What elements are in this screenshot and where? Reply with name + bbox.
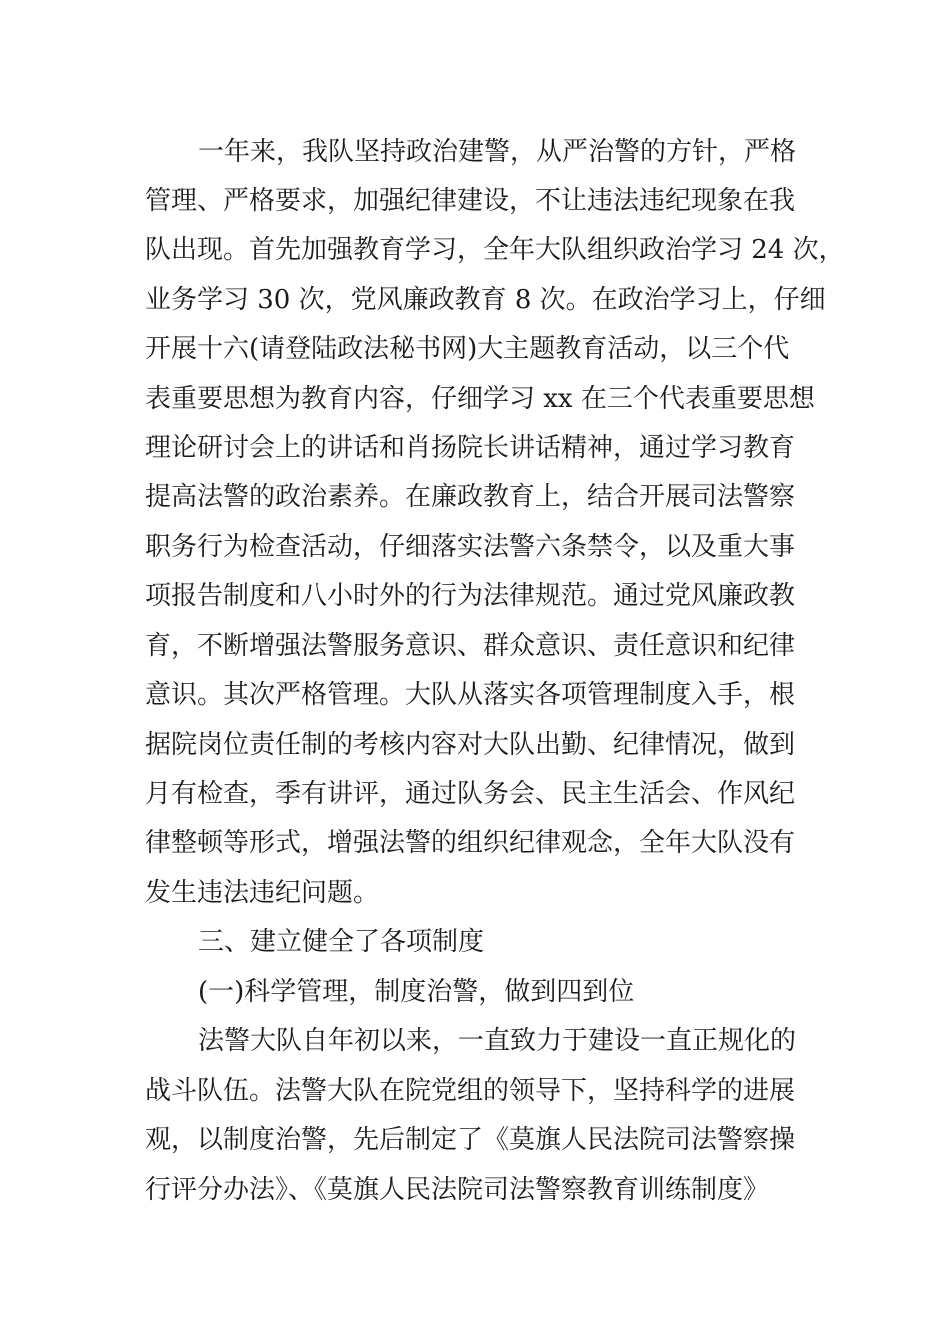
text-line: 队出现。首先加强教育学习，全年大队组织政治学习 24 次，	[145, 235, 845, 265]
text-line: 业务学习 30 次，党风廉政教育 8 次。在政治学习上，仔细	[145, 285, 826, 315]
text-line: 一年来，我队坚持政治建警，从严治警的方针，严格	[198, 137, 797, 167]
text-line: 职务行为检查活动，仔细落实法警六条禁令，以及重大事	[145, 532, 796, 562]
section-heading: 三、建立健全了各项制度	[198, 927, 485, 957]
text-line: 律整顿等形式，增强法警的组织纪律观念，全年大队没有	[145, 828, 796, 858]
text-line: 月有检查，季有讲评，通过队务会、民主生活会、作风纪	[145, 779, 796, 809]
text-line: 项报告制度和八小时外的行为法律规范。通过党风廉政教	[145, 581, 796, 611]
text-line: 法警大队自年初以来，一直致力于建设一直正规化的	[198, 1026, 797, 1056]
text-line: 行评分办法》、《莫旗人民法院司法警察教育训练制度》	[145, 1175, 770, 1205]
text-line: 观，以制度治警，先后制定了《莫旗人民法院司法警察操	[145, 1125, 796, 1155]
text-line: 育，不断增强法警服务意识、群众意识、责任意识和纪律	[145, 631, 796, 661]
text-line: 管理、严格要求，加强纪律建设，不让违法违纪现象在我	[145, 186, 796, 216]
text-line: 理论研讨会上的讲话和肖扬院长讲话精神，通过学习教育	[145, 433, 796, 463]
text-line: 表重要思想为教育内容，仔细学习 xx 在三个代表重要思想	[145, 384, 815, 414]
text-line: 据院岗位责任制的考核内容对大队出勤、纪律情况，做到	[145, 730, 796, 760]
subsection-heading: (一)科学管理，制度治警，做到四到位	[198, 977, 635, 1007]
text-line: 提高法警的政治素养。在廉政教育上，结合开展司法警察	[145, 482, 796, 512]
text-line: 战斗队伍。法警大队在院党组的领导下，坚持科学的进展	[145, 1076, 796, 1106]
text-line: 开展十六(请登陆政法秘书网)大主题教育活动，以三个代	[145, 334, 790, 364]
text-line: 意识。其次严格管理。大队从落实各项管理制度入手，根	[145, 680, 796, 710]
text-line: 发生违法违纪问题。	[145, 878, 380, 908]
